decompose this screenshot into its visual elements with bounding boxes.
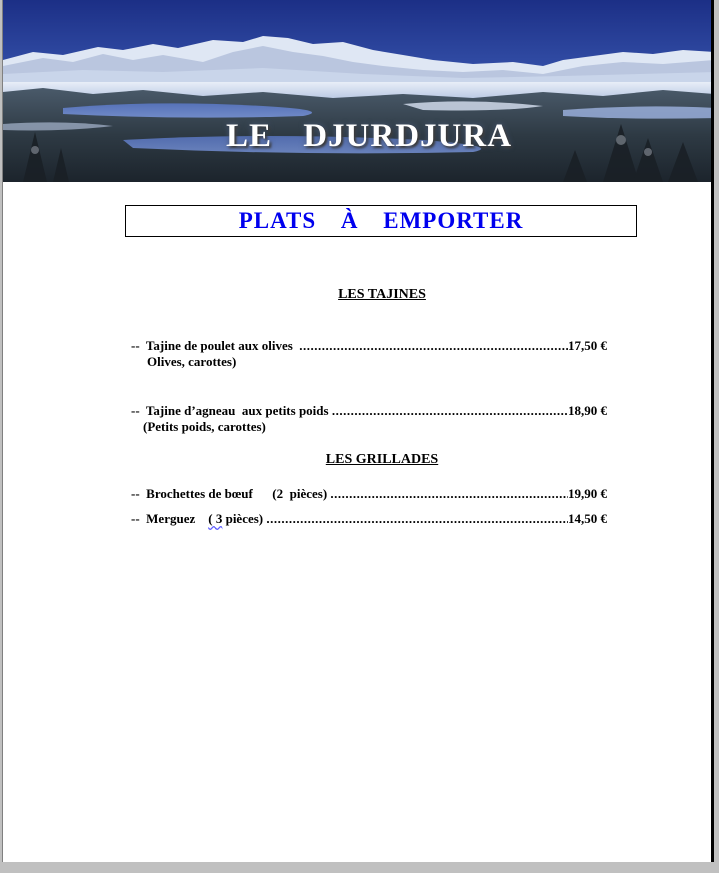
- menu-item-tajine-poulet: [131, 338, 607, 354]
- section-title-grillades: LES GRILLADES: [325, 452, 439, 467]
- menu-item-description: (Petits poids, carottes): [143, 419, 266, 434]
- dot-leader: [330, 486, 568, 502]
- section-title-tajines: LES TAJINES: [338, 287, 426, 302]
- menu-item-name: -- Tajine de poulet aux olives: [131, 338, 300, 353]
- spellcheck-marked-text: ( 3: [208, 511, 223, 526]
- menu-item-price: 19,90 €: [568, 486, 607, 501]
- menu-item-description: Olives, carottes): [147, 354, 237, 369]
- menu-item-price: 18,90 €: [568, 403, 607, 418]
- restaurant-name: LE DJURDJURA: [225, 118, 513, 154]
- menu-item-name-suffix: pièces): [222, 511, 267, 526]
- dot-leader: [332, 403, 568, 419]
- page-title: PLATS À EMPORTER: [125, 205, 637, 237]
- menu-item-name: -- Brochettes de bœuf (2 pièces): [131, 486, 331, 501]
- menu-item-merguez: [131, 511, 607, 527]
- menu-item-tajine-agneau: [131, 403, 607, 419]
- dot-leader: [266, 511, 568, 527]
- menu-item-name: -- Tajine d’agneau aux petits poids: [131, 403, 332, 418]
- menu-item-price: 17,50 €: [568, 338, 607, 353]
- document-page: [2, 0, 714, 862]
- menu-item-price: 14,50 €: [568, 511, 607, 526]
- window-bottom-frame: [0, 862, 719, 873]
- menu-item-name: [131, 511, 266, 527]
- menu-item-name-prefix: -- Merguez: [131, 511, 209, 526]
- banner-image: [3, 0, 714, 182]
- menu-item-brochettes: [131, 486, 607, 502]
- dot-leader: [299, 338, 568, 354]
